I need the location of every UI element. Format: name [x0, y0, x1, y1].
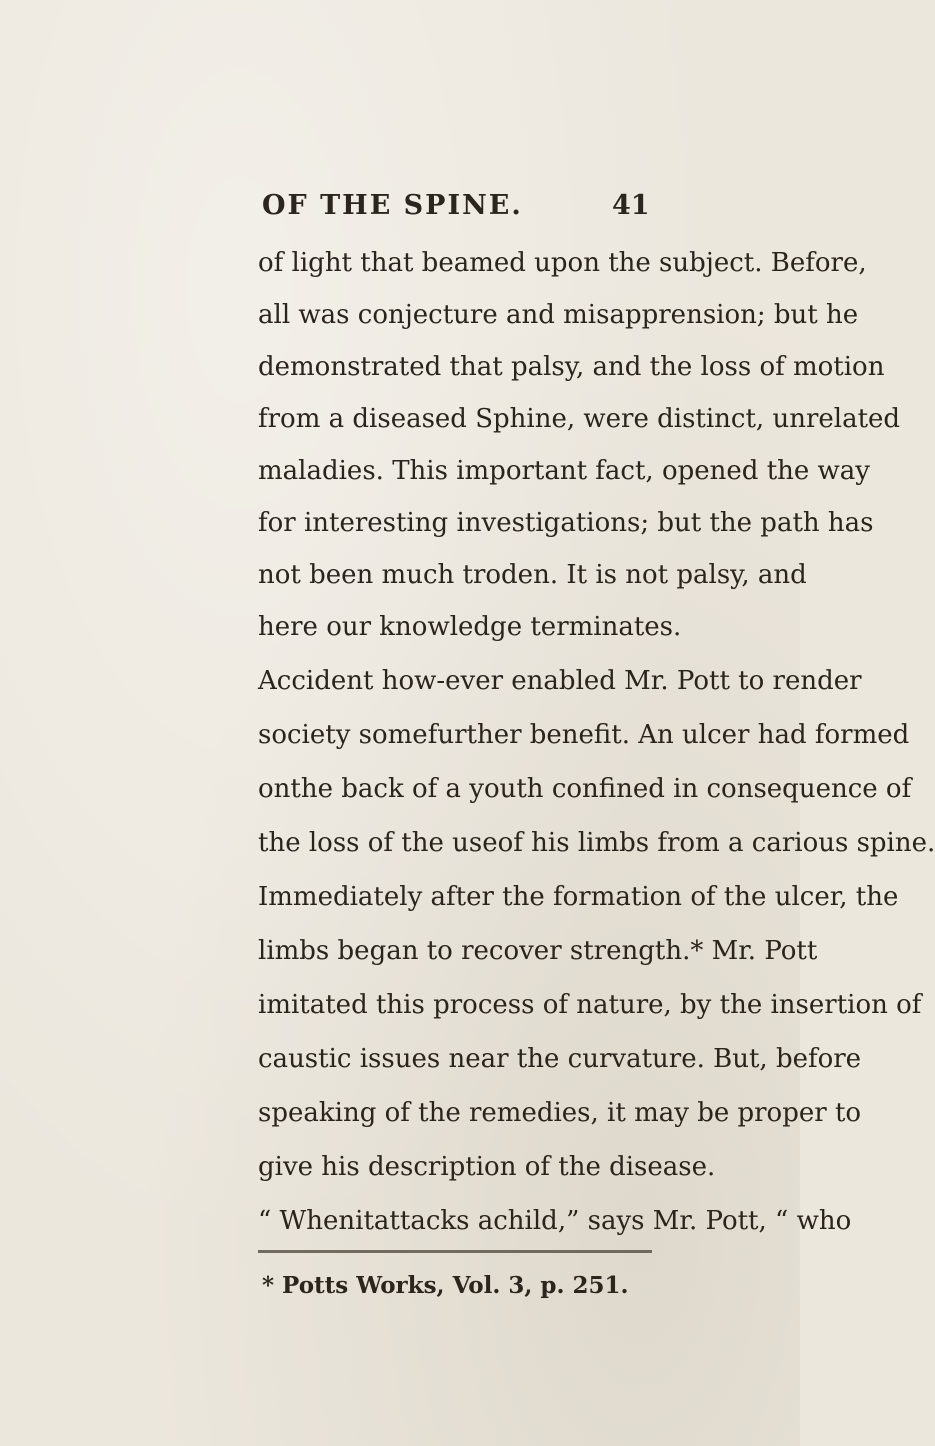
text-line: maladies. This important fact, opened the way [258, 456, 870, 486]
footnote-rule [258, 1250, 652, 1253]
text-line: all was conjecture and misapprension; but he [258, 300, 859, 330]
text-line: here our knowledge terminates. [258, 612, 682, 642]
text-line: the loss of the useof his limbs from a carious spine. [258, 828, 935, 858]
footnote: * Potts Works, Vol. 3, p. 251. [262, 1272, 629, 1299]
text-line: society somefurther benefit. An ulcer had formed [258, 720, 910, 750]
text-line: Immediately after the formation of the ulcer, the [258, 882, 899, 912]
text-line: from a diseased Sphine, were distinct, unrelated [258, 404, 901, 434]
text-line: onthe back of a youth confined in consequence of [258, 774, 912, 804]
text-line: of light that beamed upon the subject. Before, [258, 248, 867, 278]
running-title: OF THE SPINE. [262, 190, 523, 221]
text-line: speaking of the remedies, it may be proper to [258, 1098, 862, 1128]
running-head [0, 190, 800, 230]
text-line: demonstrated that palsy, and the loss of motion [258, 352, 885, 382]
text-line: give his description of the disease. [258, 1152, 716, 1182]
text-line: imitated this process of nature, by the insertion of [258, 990, 922, 1020]
page-number: 41 [612, 190, 650, 221]
text-line: “ Whenitattacks achild,” says Mr. Pott, “ who [258, 1206, 852, 1236]
text-line: for interesting investigations; but the path has [258, 508, 874, 538]
text-line: not been much troden. It is not palsy, and [258, 560, 807, 590]
text-line: Accident how-ever enabled Mr. Pott to render [258, 666, 862, 696]
text-line: caustic issues near the curvature. But, before [258, 1044, 862, 1074]
text-line: limbs began to recover strength.* Mr. Pott [258, 936, 818, 966]
